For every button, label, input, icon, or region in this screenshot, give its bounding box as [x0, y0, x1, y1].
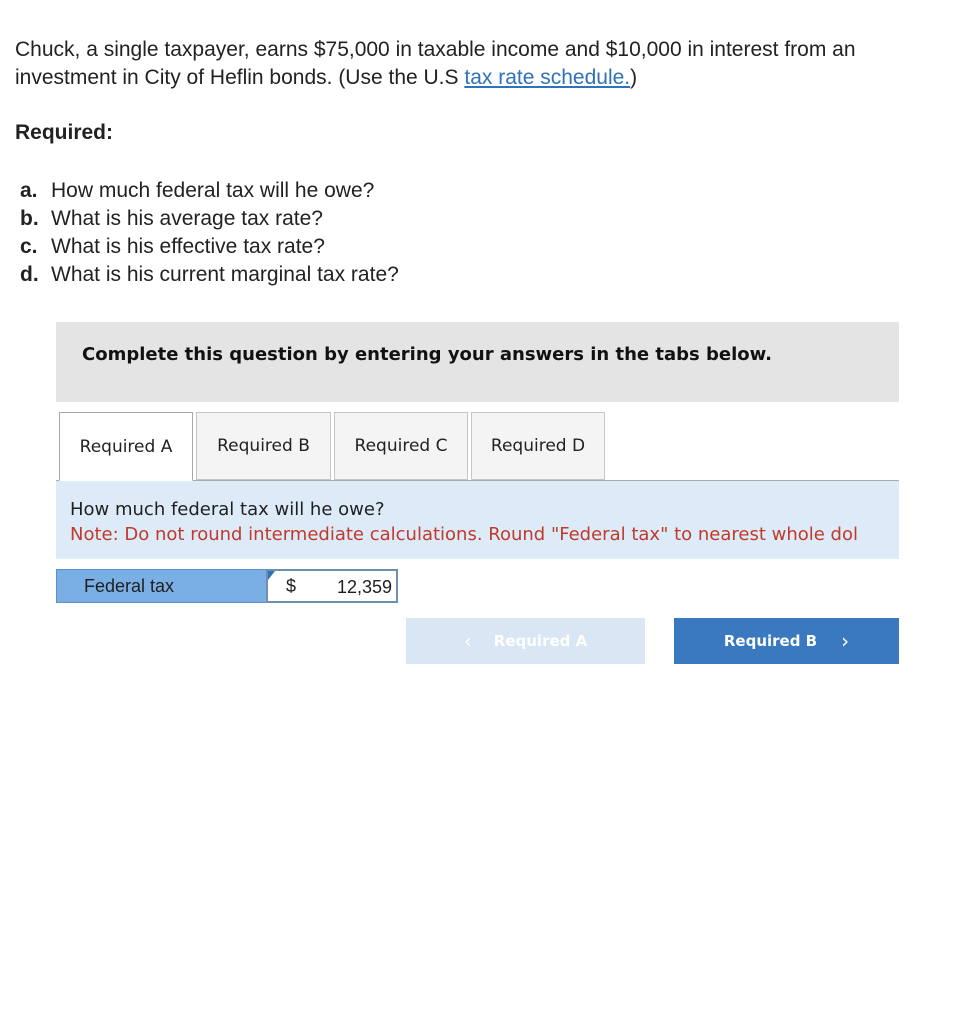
question-letter: b. — [20, 207, 39, 230]
question-item-c — [20, 233, 399, 261]
problem-text: Chuck, a single taxpayer, earns $75,000 in taxable income and $10,000 in interest from an investment in City of Heflin bonds. (Use the U.S — [15, 38, 856, 89]
panel-note: Note: Do not round intermediate calculations. Round "Federal tax" to nearest whole dol — [70, 524, 858, 545]
instruction-text: Complete this question by entering your answers in the tabs below. — [82, 344, 772, 365]
instruction-box — [56, 322, 899, 402]
panel-question: How much federal tax will he owe? — [70, 499, 385, 520]
question-letter: d. — [20, 263, 39, 286]
tax-rate-schedule-link[interactable]: tax rate schedule. — [464, 66, 631, 89]
problem-statement — [15, 36, 915, 92]
question-text: What is his average tax rate? — [51, 207, 323, 230]
problem-text-end: ) — [630, 66, 638, 89]
question-letter: c. — [20, 235, 38, 258]
prev-required-a-button[interactable] — [406, 618, 645, 664]
next-required-b-button[interactable] — [674, 618, 899, 664]
question-text: How much federal tax will he owe? — [51, 179, 375, 202]
question-list — [20, 177, 399, 289]
next-button-label: Required B — [723, 632, 818, 650]
chevron-left-icon: ‹ — [463, 629, 472, 653]
question-text: What is his effective tax rate? — [51, 235, 325, 258]
federal-tax-input-box[interactable] — [266, 569, 398, 603]
question-item-d — [20, 261, 399, 289]
answer-row — [56, 569, 398, 603]
federal-tax-input[interactable] — [302, 575, 392, 599]
required-heading: Required: — [15, 121, 114, 144]
cell-marker-icon — [268, 571, 275, 580]
question-letter: a. — [20, 179, 38, 202]
prev-button-label: Required A — [493, 632, 588, 650]
chevron-right-icon: › — [841, 629, 850, 653]
tab-required-b[interactable]: Required B — [196, 412, 331, 480]
tab-required-c[interactable]: Required C — [334, 412, 468, 480]
tab-required-a[interactable]: Required A — [59, 412, 193, 481]
tab-required-d[interactable]: Required D — [471, 412, 605, 480]
question-item-a — [20, 177, 399, 205]
federal-tax-label: Federal tax — [56, 569, 267, 603]
question-item-b — [20, 205, 399, 233]
question-panel — [56, 481, 899, 559]
currency-symbol: $ — [286, 576, 297, 596]
question-text: What is his current marginal tax rate? — [51, 263, 399, 286]
